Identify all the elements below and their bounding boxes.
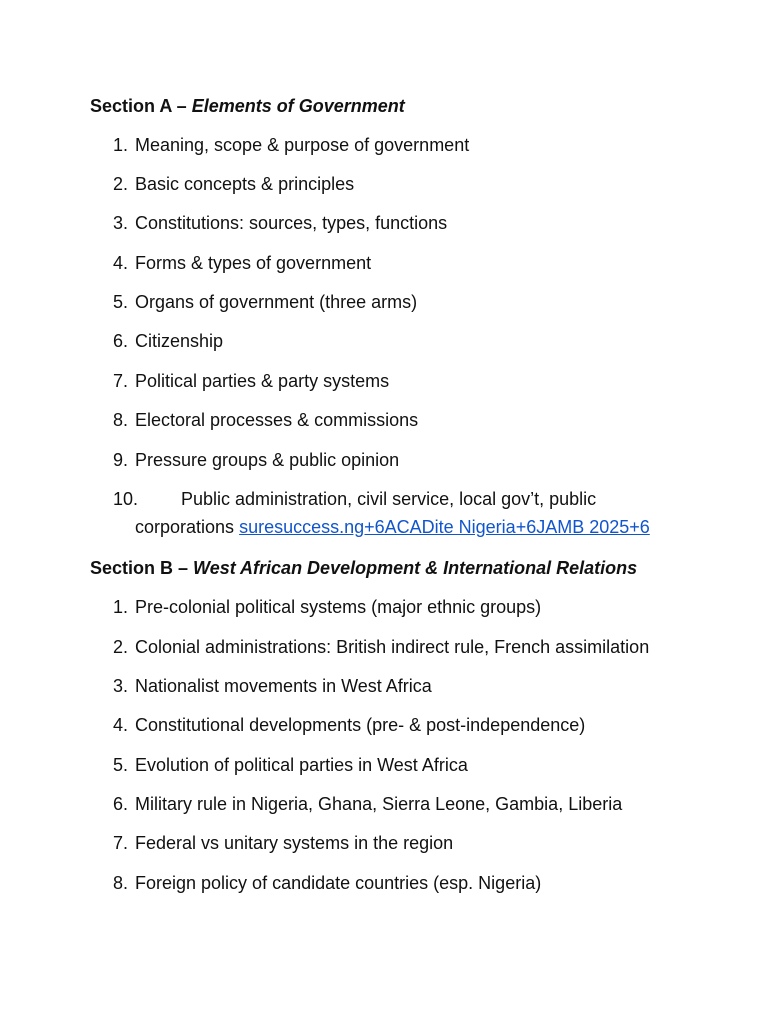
list-item: [113, 596, 541, 618]
list-item-number: 4.: [113, 253, 129, 273]
list-item-number: 1.: [113, 597, 129, 617]
list-item-text: Constitutions: sources, types, functions: [135, 213, 448, 233]
list-item: [113, 173, 354, 195]
list-item: [113, 291, 417, 313]
list-item-number: 6.: [113, 794, 129, 814]
list-item-number: 2.: [113, 637, 129, 657]
list-item-text: Pre-colonial political systems (major ethnic groups): [135, 597, 542, 617]
list-item: [113, 370, 389, 392]
list-item: [113, 252, 371, 274]
list-item-number: 1.: [113, 135, 129, 155]
list-item: [113, 754, 468, 776]
list-item-line-2: [113, 513, 673, 541]
list-item-text: Organs of government (three arms): [135, 292, 418, 312]
list-item-number: 10.: [113, 489, 139, 509]
list-item-text: Political parties & party systems: [135, 371, 390, 391]
list-item-text: Pressure groups & public opinion: [135, 450, 400, 470]
list-item: [113, 636, 649, 658]
list-item-number: 3.: [113, 676, 129, 696]
list-item-text: Forms & types of government: [135, 253, 372, 273]
list-item: [113, 832, 453, 854]
list-item-text: Citizenship: [135, 331, 224, 351]
list-item-text: Basic concepts & principles: [135, 174, 355, 194]
list-item-number: 4.: [113, 715, 129, 735]
list-item-text: Nationalist movements in West Africa: [135, 676, 432, 696]
list-item: [113, 409, 418, 431]
list-item: [113, 675, 432, 697]
list-item: [113, 134, 469, 156]
list-item: [113, 330, 223, 352]
section-b-label: Section B –: [90, 558, 194, 578]
list-item-number: 7.: [113, 833, 129, 853]
list-item-text: Meaning, scope & purpose of government: [135, 135, 470, 155]
list-item: [113, 793, 622, 815]
list-item: [113, 449, 399, 471]
list-item-text: Electoral processes & commissions: [135, 410, 419, 430]
list-item: [113, 485, 673, 541]
list-item-number: 8.: [113, 873, 129, 893]
list-item-line-1: [113, 485, 673, 513]
list-item-number: 2.: [113, 174, 129, 194]
list-item-number: 8.: [113, 410, 129, 430]
list-item-number: 5.: [113, 755, 129, 775]
list-item-text: Foreign policy of candidate countries (esp. Nigeria): [135, 873, 542, 893]
list-item: [113, 714, 585, 736]
list-item-number: 6.: [113, 331, 129, 351]
list-item: [113, 872, 541, 894]
section-a-heading: [90, 95, 405, 117]
list-item-text: Federal vs unitary systems in the region: [135, 833, 454, 853]
source-link[interactable]: suresuccess.ng+6ACADite Nigeria+6JAMB 2025+6: [239, 517, 650, 537]
list-item-number: 3.: [113, 213, 129, 233]
list-item: [113, 212, 447, 234]
section-b-title: West African Development & International Relations: [193, 558, 638, 578]
list-item-number: 7.: [113, 371, 129, 391]
list-item-text: Colonial administrations: British indirect rule, French assimilation: [135, 637, 650, 657]
list-item-text-continued: corporations: [135, 517, 240, 537]
list-item-number: 5.: [113, 292, 129, 312]
list-item-text: Constitutional developments (pre- & post-independence): [135, 715, 586, 735]
section-b-heading: [90, 557, 637, 579]
list-item-number: 9.: [113, 450, 129, 470]
section-a-title: Elements of Government: [191, 96, 405, 116]
list-item-text: Public administration, civil service, local gov’t, public: [181, 489, 597, 509]
list-item-text: Military rule in Nigeria, Ghana, Sierra Leone, Gambia, Liberia: [135, 794, 623, 814]
section-a-label: Section A –: [90, 96, 192, 116]
list-item-text: Evolution of political parties in West Africa: [135, 755, 468, 775]
